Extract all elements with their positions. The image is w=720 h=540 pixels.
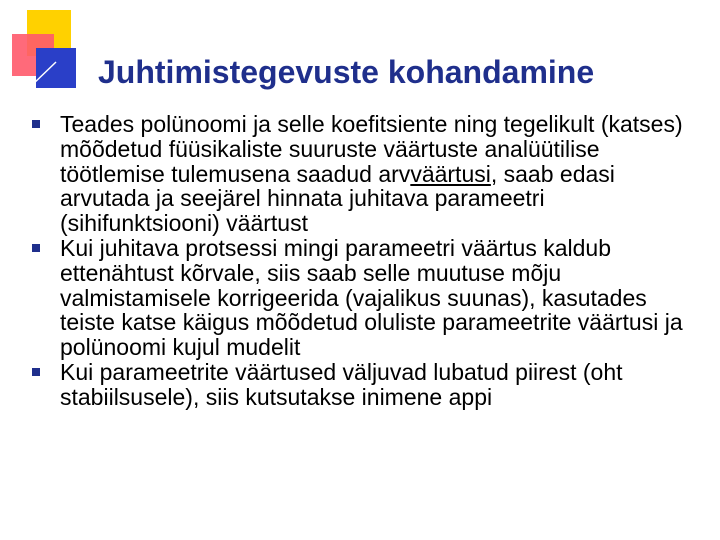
bullet-item-1 (32, 112, 700, 236)
square-bullet-icon (32, 368, 40, 376)
square-bullet-icon (32, 244, 40, 252)
decorative-squares-logo (0, 0, 90, 100)
bullet-1-text-start: Teades polünoomi ja selle koefitsiente ning tegelikult (katses) mõõdetud füüsikaliste suuruste väärtuste analüütilise töötlemise tulemusena saadud arv (60, 111, 683, 187)
page-title: Juhtimistegevuste kohandamine (98, 54, 595, 90)
bullet-item-2 (32, 236, 700, 360)
bullet-list (32, 112, 700, 410)
bullet-1-underlined-word: väärtusi (410, 160, 491, 187)
bullet-3-text: Kui parameetrite väärtused väljuvad lubatud piirest (oht stabiilsusele), siis kutsutakse inimene appi (60, 358, 623, 410)
bullet-2-text: Kui juhitava protsessi mingi parameetri väärtus kaldub ettenähtust kõrvale, siis saab selle muutuse mõju valmistamisele korrigeerida (vajalikus suunas), kasutades teiste katse käigus mõõdetud oluliste parameetrite väärtusi ja polünoomi kujul mudelit (60, 234, 683, 361)
blue-square (36, 48, 76, 88)
bullet-1-text-end: , saab edasi arvutada ja seejärel hinnata juhitava parameetri (sihifunktsiooni) väärtust (60, 160, 615, 237)
square-bullet-icon (32, 120, 40, 128)
bullet-item-3 (32, 360, 700, 410)
